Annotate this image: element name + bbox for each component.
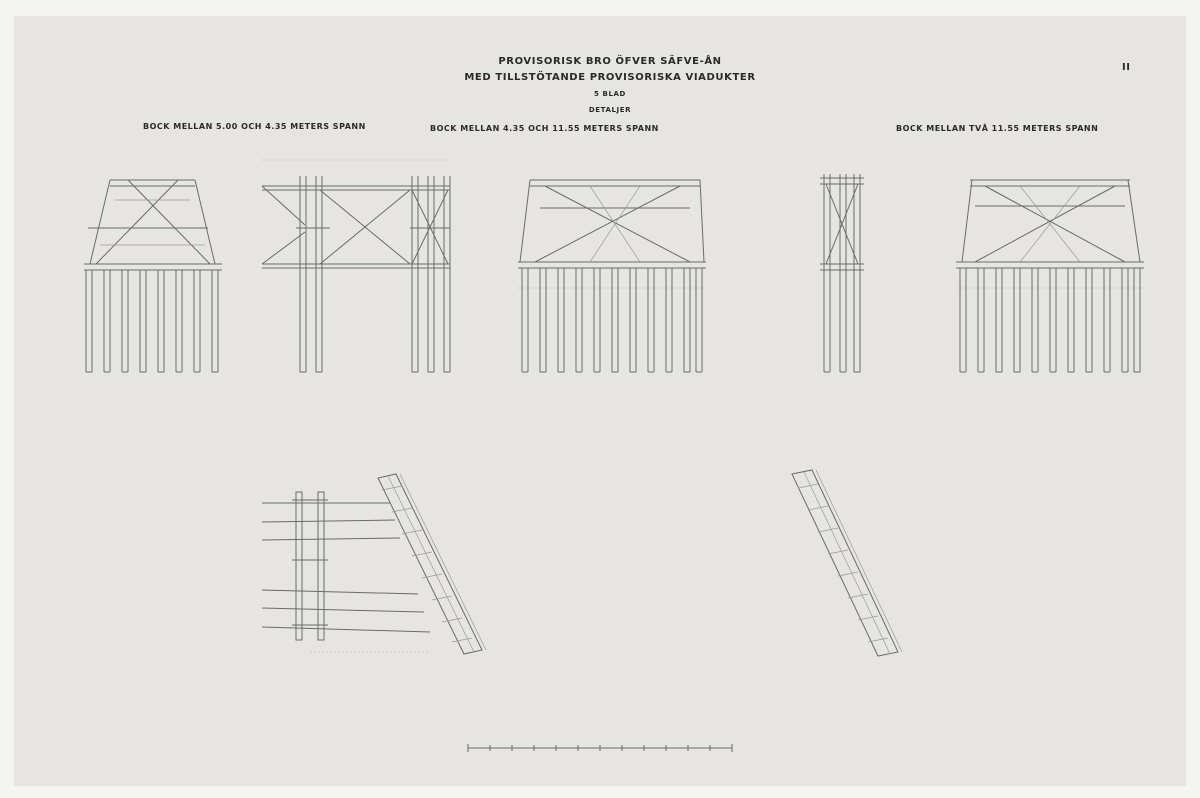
section-label-middle: BOCK MELLAN 4.35 OCH 11.55 METERS SPANN [430, 124, 659, 133]
title-line-3: 5 BLAD [594, 90, 626, 98]
section-label-left: BOCK MELLAN 5.00 OCH 4.35 METERS SPANN [143, 122, 366, 131]
title-line-1: PROVISORISK BRO ÖFVER SÄFVE-ÅN [498, 56, 722, 67]
bent-side-narrow [820, 174, 864, 372]
section-label-right: BOCK MELLAN TVÅ 11.55 METERS SPANN [896, 124, 1099, 133]
scale-bar [468, 744, 732, 752]
piles-right [960, 268, 1140, 372]
piles-middle [522, 268, 702, 372]
bent-side-elevation [262, 160, 450, 372]
plan-view-left [262, 474, 486, 654]
bent-elevation-left [84, 180, 222, 270]
piles-left [86, 270, 218, 372]
sheet-number: II [1122, 62, 1131, 73]
plan-view-right [792, 470, 902, 656]
title-line-2: MED TILLSTÖTANDE PROVISORISKA VIADUKTER [464, 72, 756, 83]
title-line-4: DETALJER [588, 106, 632, 114]
